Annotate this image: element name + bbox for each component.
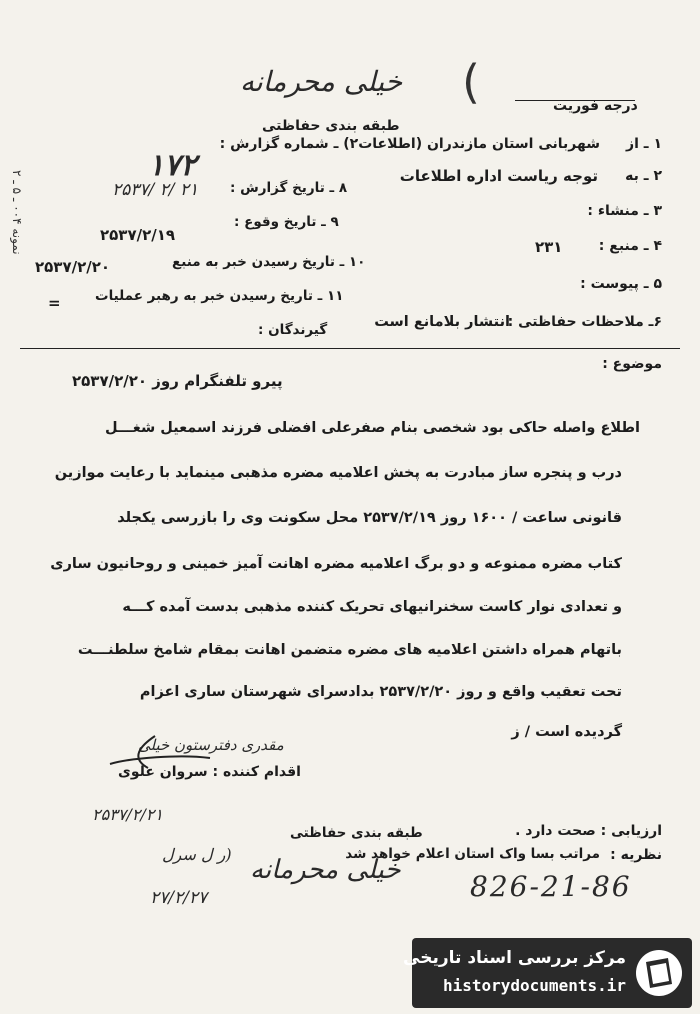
field-4-value: ۲۳۱ [535,238,563,256]
body-line: گردیده است / ز [511,724,622,740]
handwritten-date-2: ۲۷/۲/۲۷ [150,888,208,908]
signature-handwritten: مقدری دفترستون خیلی [138,736,284,754]
field-8-value: ۲۵۳۷/ ۲/ ۲۱ [112,180,199,200]
watermark-name: مرکز بررسی اسناد تاریخی [403,948,626,968]
body-line: قانونی ساعت / ۱۶۰۰ روز ۲۵۳۷/۲/۱۹ محل سکونت وی را بازرسی یکجلد [117,510,622,526]
bottom-classification: طبقه بندی حفاظتی [290,825,423,841]
field-2-value: توجه ریاست اداره اطلاعات [399,167,598,185]
field-5-label: ۵ ـ پیوست : [580,276,662,292]
actor-label: اقدام کننده : سروان علوی [118,764,301,780]
body-line: اطلاع واصله حاکی بود شخصی بنام صفرعلی افضلی فرزند اسمعیل شغـــل [104,420,640,436]
archive-logo-icon [634,948,684,998]
watermark-url: historydocuments.ir [442,976,626,995]
subject-value: پیرو تلفنگرام روز ۲۵۳۷/۲/۲۰ [72,372,283,390]
field-10-value: ۲۵۳۷/۲/۲۰ [35,258,111,276]
top-bracket: ( [462,55,480,109]
field-6-value: انتشار بلامانع است [374,314,510,330]
opinion-label: نظریه : [610,847,662,863]
field-6-label: ۶ـ ملاحظات حفاظتی : [507,314,662,330]
urgency-label: درجه فوریت [553,98,638,114]
field-10-label: ۱۰ ـ تاریخ رسیدن خبر به منبع [172,254,366,270]
field-1-label: ۱ ـ از [626,136,662,152]
body-line: درب و پنجره ساز مبادرت به پخش اعلامیه مضره مذهبی مینماید با رعایت موازین [54,465,622,481]
body-line: و تعدادی نوار کاست سخنرانیهای تحریک کننده مذهبی بدست آمده کـــه [122,599,622,615]
report-number: ۱۷۲ [148,148,197,183]
field-1-value: شهربانی استان مازندران (اطلاعات۲) ـ شماره گزارش : [219,136,600,152]
side-note: نمونه ۰۰۴ ـ ۵ ـ ۲ [10,170,24,255]
urgency-underline [515,100,635,101]
opinion-value: مراتب بسا واک استان اعلام خواهد شد [345,846,600,862]
watermark-badge [403,938,692,1008]
field-3-label: ۳ ـ منشاء : [587,203,662,219]
body-line: تحت تعقیب واقع و روز ۲۵۳۷/۲/۲۰ بدادسرای شهرستان ساری اعزام [139,684,622,700]
top-stamp: خیلی محرمانه [240,65,403,98]
evaluation-label: ارزیابی : صحت دارد . [515,823,662,839]
classification-heading: طبقه بندی حفاظتی [262,118,400,134]
header-divider [20,348,680,349]
bottom-stamp: خیلی محرمانه [250,855,401,885]
field-9-value: ۲۵۳۷/۲/۱۹ [100,226,176,244]
body-line: باتهام همراه داشتن اعلامیه های مضره متضمن اهانت بمقام شامخ سلطنـــت [77,642,622,658]
subject-label: موضوع : [602,356,662,372]
field-8-label: ۸ ـ تاریخ گزارش : [230,180,348,196]
receivers-label: گیرندگان : [258,322,328,338]
reference-number: 826-21-86 [470,870,632,903]
body-line: کتاب مضره ممنوعه و دو برگ اعلامیه مضره اهانت آمیز خمینی و روحانیون ساری [50,556,622,572]
handwritten-date-1: ۲۵۳۷/۲/۲۱ [92,805,163,824]
field-11-label: ۱۱ ـ تاریخ رسیدن خبر به رهبر عملیات [95,288,344,304]
handwritten-note: (ر ل سرل [162,845,232,864]
field-4-label: ۴ ـ منبع : [598,238,662,254]
field-9-label: ۹ ـ تاریخ وقوع : [234,214,339,230]
field-11-value: = [48,294,61,312]
field-2-label: ۲ ـ به [625,168,662,184]
